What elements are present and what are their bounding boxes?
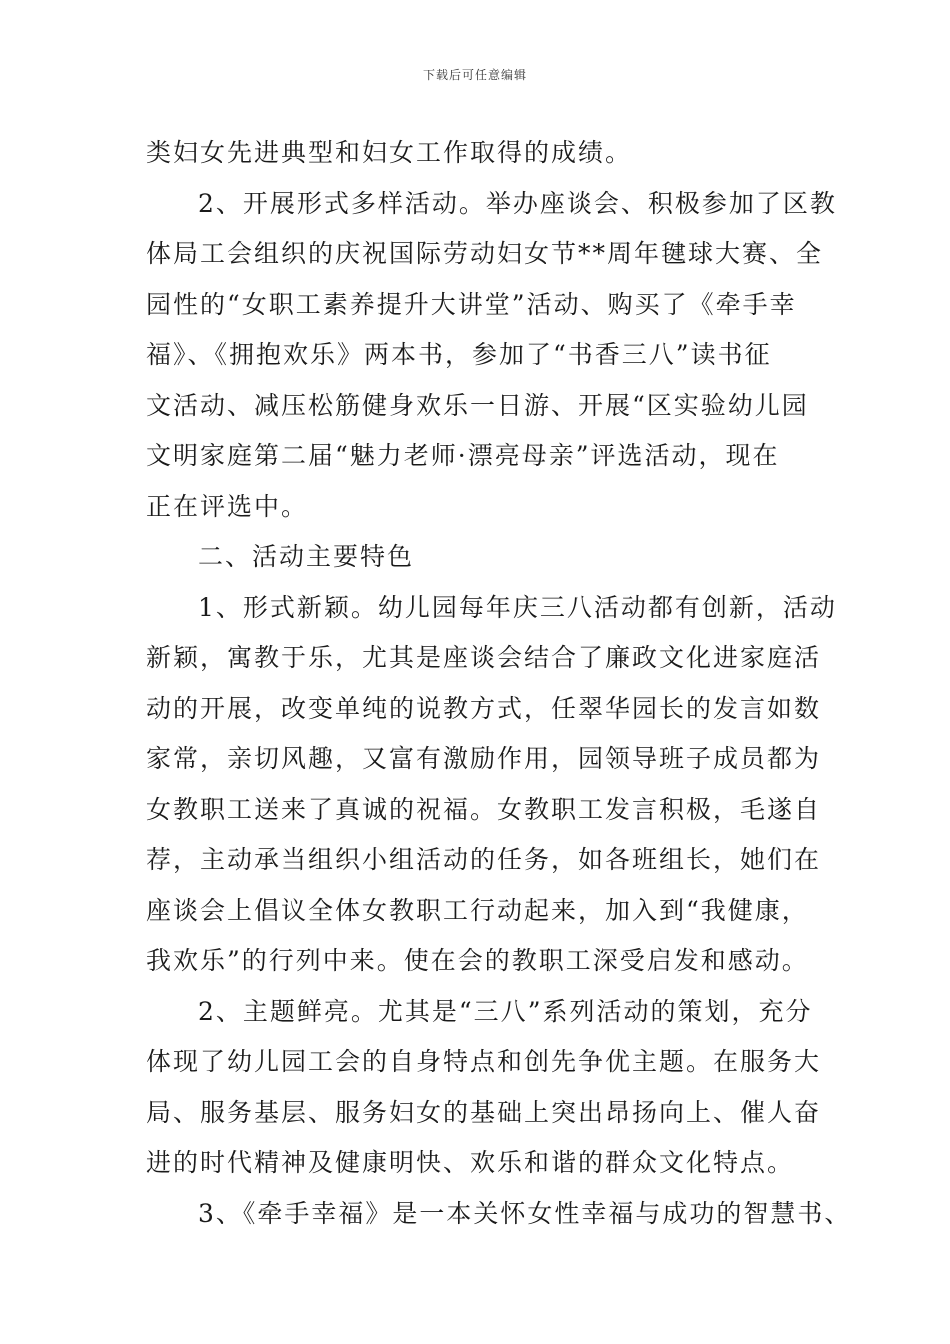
text-line: 荐，主动承当组织小组活动的任务，如各班组长，她们在 (146, 845, 822, 874)
text-line: 局、服务基层、服务妇女的基础上突出昂扬向上、催人奋 (146, 1097, 822, 1127)
paragraph-start-line: 2、主题鲜亮。尤其是“三八”系列活动的策划，充分 (198, 996, 813, 1026)
text-line: 正在评选中。 (146, 491, 309, 521)
document-body (146, 128, 852, 1239)
text-line: 类妇女先进典型和妇女工作取得的成绩。 (146, 138, 633, 167)
paragraph-start-line: 3、《牵手幸福》是一本关怀女性幸福与成功的智慧书、 (198, 1198, 852, 1228)
text-line: 文明家庭第二届“魅力老师·漂亮母亲”评选活动，现在 (146, 441, 780, 470)
text-line: 体局工会组织的庆祝国际劳动妇女节**周年毽球大赛、全 (146, 239, 824, 268)
paragraph-start-line: 2、开展形式多样活动。举办座谈会、积极参加了区教 (198, 188, 837, 218)
text-line: 女教职工送来了真诚的祝福。女教职工发言积极，毛遂自 (146, 794, 822, 824)
text-line: 动的开展，改变单纯的说教方式，任翠华园长的发言如数 (146, 693, 822, 723)
text-line: 新颖，寓教于乐，尤其是座谈会结合了廉政文化进家庭活 (146, 643, 822, 672)
text-line: 体现了幼儿园工会的自身特点和创先争优主题。在服务大 (146, 1047, 822, 1076)
text-line: 家常，亲切风趣，又富有激励作用，园领导班子成员都为 (146, 744, 822, 773)
text-line: 福》、《拥抱欢乐》两本书，参加了“书香三八”读书征 (146, 340, 772, 369)
text-line: 园性的“女职工素养提升大讲堂”活动、购买了《牵手幸 (146, 289, 797, 319)
section-heading: 二、活动主要特色 (198, 542, 415, 571)
text-line: 我欢乐”的行列中来。使在会的教职工深受启发和感动。 (146, 946, 809, 975)
paragraph-start-line: 1、形式新颖。幼儿园每年庆三八活动都有创新，活动 (198, 592, 837, 622)
page-header-note: 下载后可任意编辑 (422, 68, 527, 82)
text-line: 进的时代精神及健康明快、欢乐和谐的群众文化特点。 (146, 1148, 795, 1177)
text-line: 座谈会上倡议全体女教职工行动起来，加入到“我健康， (146, 895, 809, 925)
text-line: 文活动、减压松筋健身欢乐一日游、开展“区实验幼儿园 (146, 390, 809, 420)
